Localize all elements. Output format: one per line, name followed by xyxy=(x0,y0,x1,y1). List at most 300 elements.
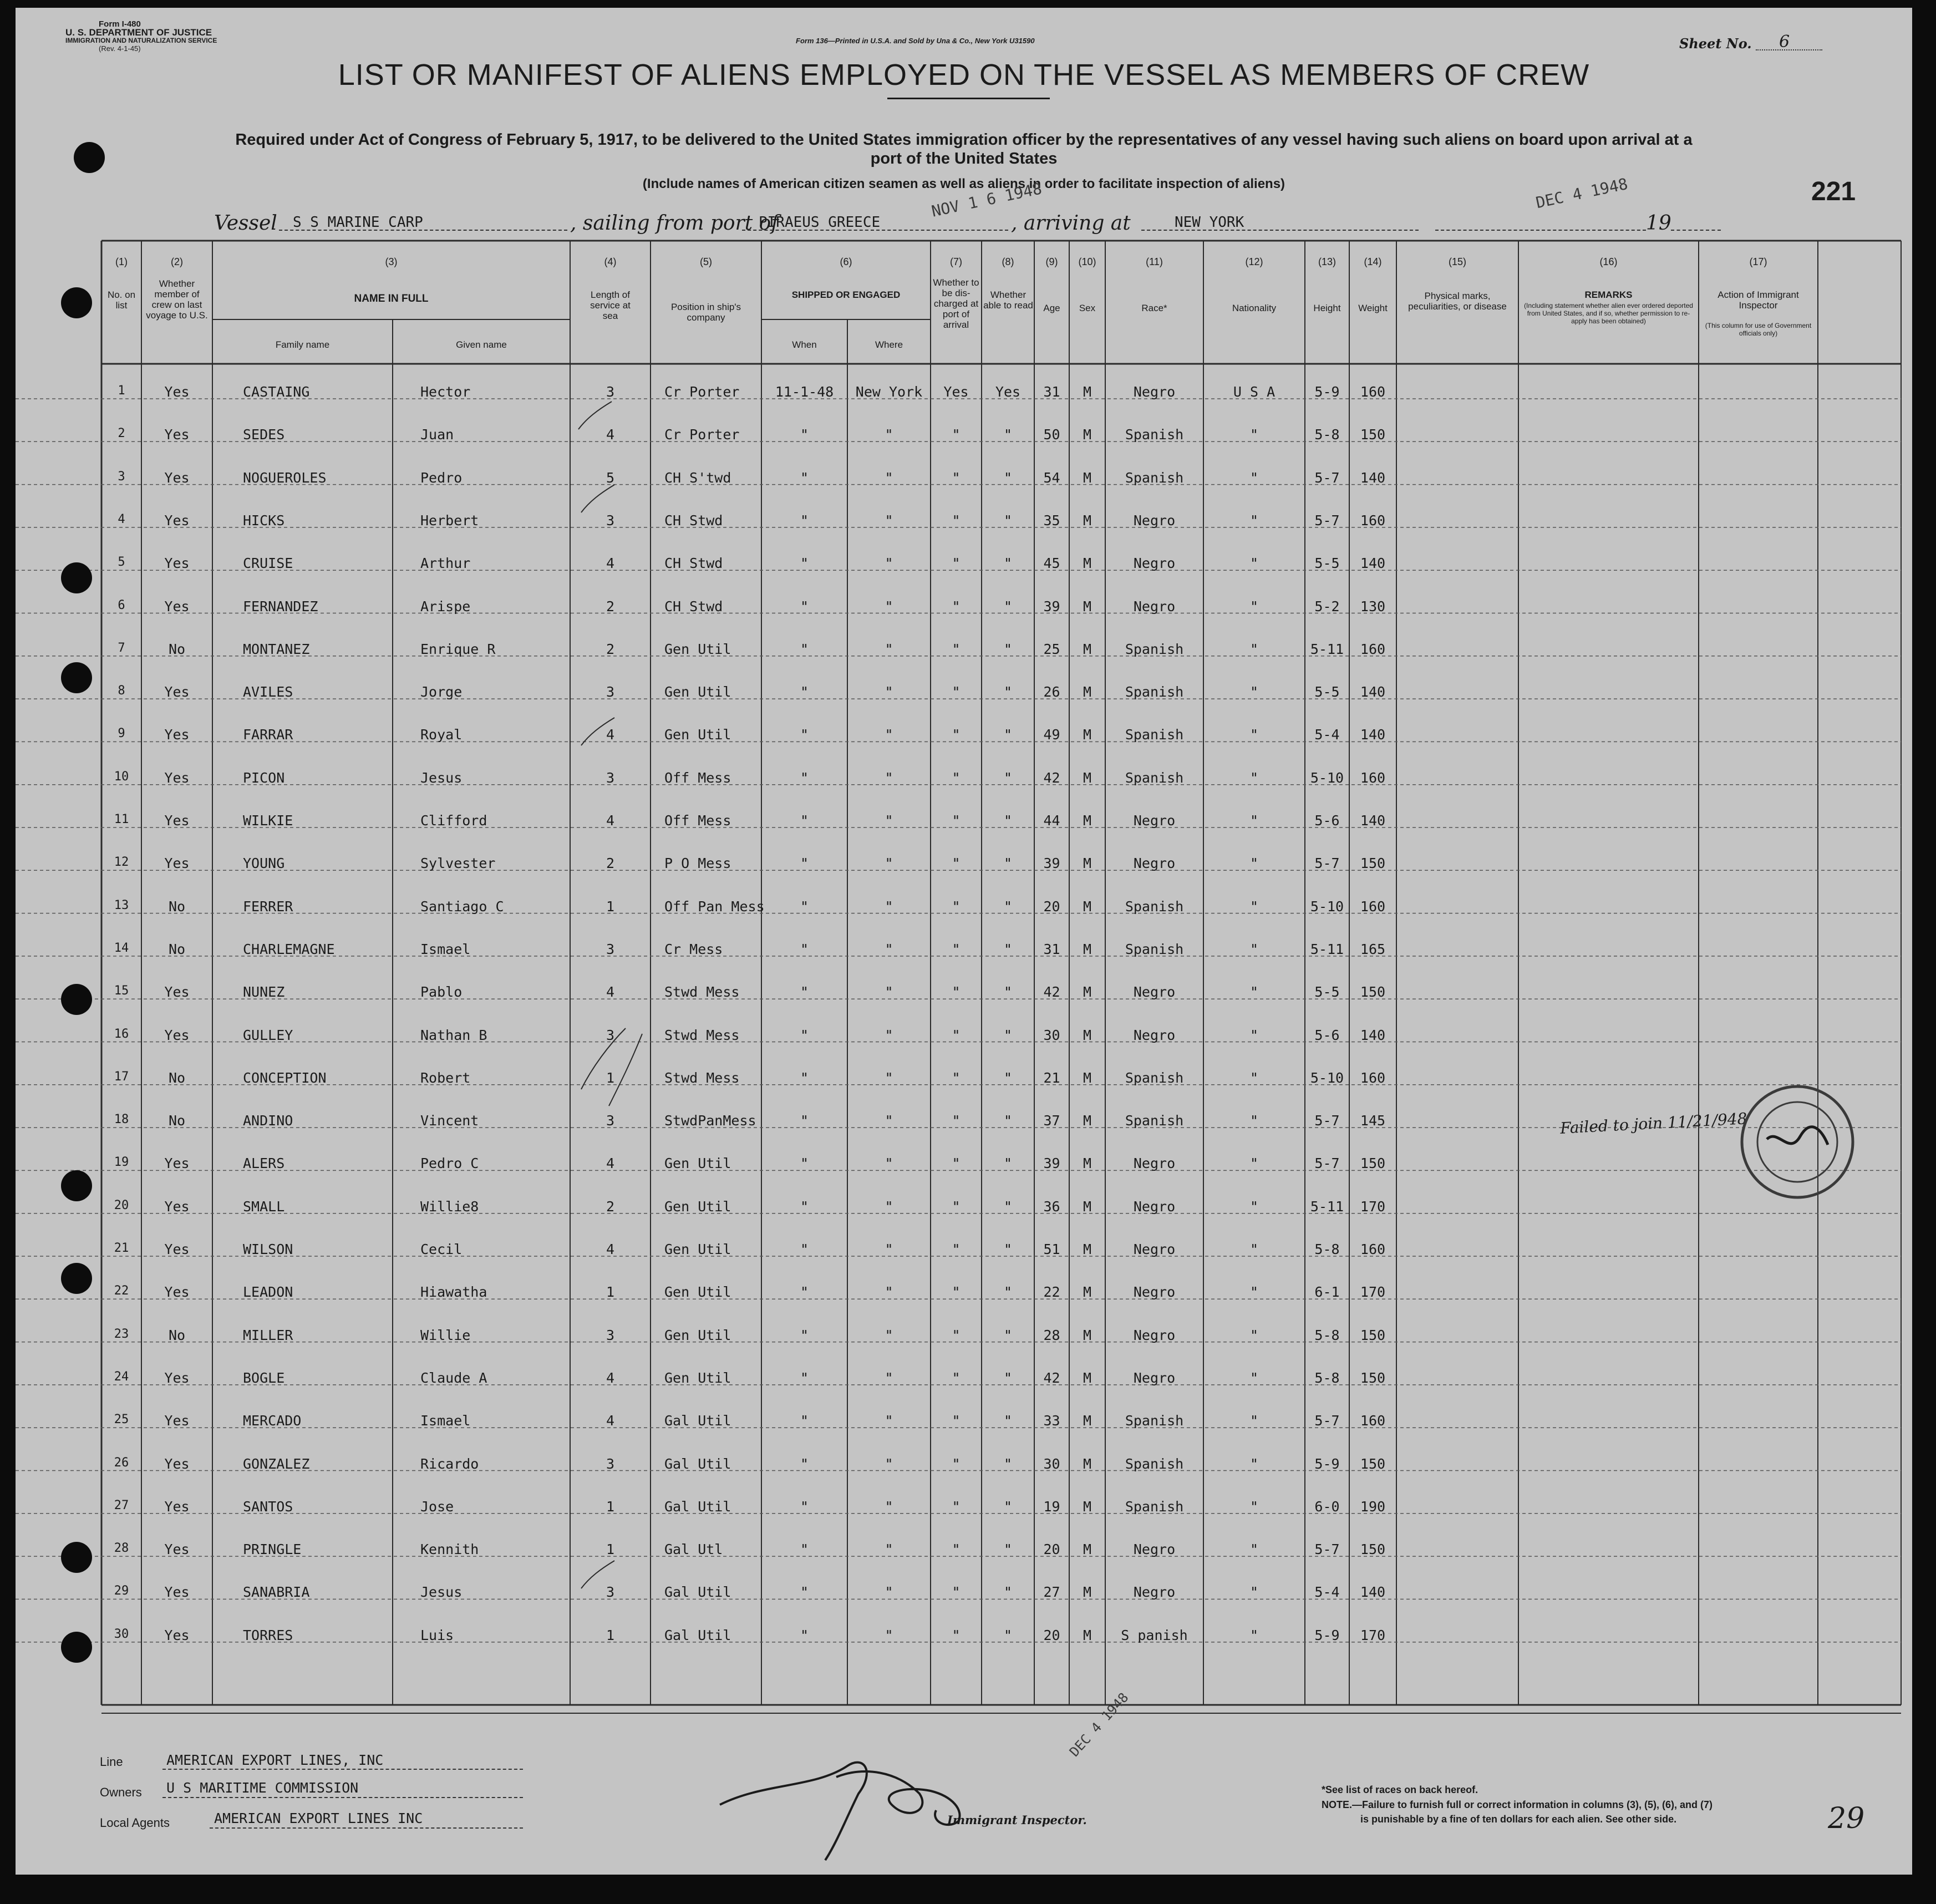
cell-race: Spanish xyxy=(1125,1498,1184,1515)
cell-no: 6 xyxy=(118,598,125,612)
cell-when: " xyxy=(800,641,809,657)
cell-given: Ismael xyxy=(420,941,471,957)
cell-where: " xyxy=(885,1284,893,1301)
cell-sex: M xyxy=(1083,984,1092,1001)
cell-weight: 150 xyxy=(1360,984,1386,1001)
table-row xyxy=(16,1353,1912,1396)
col-13-header: Height xyxy=(1313,303,1341,313)
table-row xyxy=(16,967,1912,1010)
cell-disch: " xyxy=(952,1069,961,1086)
cell-read: " xyxy=(1003,1627,1013,1643)
cell-height: 5-7 xyxy=(1314,1413,1340,1429)
cell-age: 20 xyxy=(1043,1627,1060,1643)
cell-sex: M xyxy=(1083,727,1092,743)
cell-family: YOUNG xyxy=(243,855,285,872)
cell-given: Arthur xyxy=(420,555,471,572)
cell-nationality: " xyxy=(1249,769,1259,786)
cell-family: SANTOS xyxy=(243,1498,293,1515)
cell-service: 3 xyxy=(606,1455,615,1472)
cell-nationality: " xyxy=(1249,855,1259,872)
cell-disch: " xyxy=(952,512,961,529)
cell-read: Yes xyxy=(995,384,1021,400)
cell-nationality: " xyxy=(1249,1584,1259,1601)
cell-height: 5-7 xyxy=(1314,1541,1340,1558)
cell-read: " xyxy=(1003,427,1013,443)
cell-position: CH Stwd xyxy=(664,512,723,529)
agents-label: Local Agents xyxy=(100,1816,170,1830)
cell-sex: M xyxy=(1083,1241,1092,1257)
col-9-num: (9) xyxy=(1045,256,1058,267)
cell-race: Spanish xyxy=(1125,727,1184,743)
cell-disch: " xyxy=(952,1198,961,1215)
cell-no: 5 xyxy=(118,555,125,570)
cell-where: " xyxy=(885,813,893,829)
cell-nationality: " xyxy=(1249,427,1259,443)
cell-weight: 170 xyxy=(1360,1198,1386,1215)
cell-family: MERCADO xyxy=(243,1413,302,1429)
cell-weight: 160 xyxy=(1360,1069,1386,1086)
col-7-num: (7) xyxy=(950,256,962,267)
cell-service: 4 xyxy=(606,1241,615,1257)
vessel-label: Vessel xyxy=(214,212,277,235)
cell-when: " xyxy=(800,1327,809,1343)
cell-read: " xyxy=(1003,1327,1013,1343)
cell-height: 5-7 xyxy=(1314,1155,1340,1172)
cell-where: " xyxy=(885,1627,893,1643)
table-row xyxy=(16,1267,1912,1310)
cell-read: " xyxy=(1003,898,1013,915)
printer-line: Form 136—Printed in U.S.A. and Sold by Una & Co., New York U31590 xyxy=(796,37,1035,45)
cell-race: Spanish xyxy=(1125,941,1184,957)
cell-position: Gal Util xyxy=(664,1498,731,1515)
binder-hole xyxy=(61,287,92,318)
table-row xyxy=(16,1396,1912,1439)
cell-prev: No xyxy=(168,941,186,957)
cell-age: 50 xyxy=(1043,427,1060,443)
table-row xyxy=(16,1482,1912,1525)
cell-no: 8 xyxy=(118,684,125,698)
cell-nationality: " xyxy=(1249,1241,1259,1257)
cell-nationality: " xyxy=(1249,1198,1259,1215)
cell-disch: " xyxy=(952,1413,961,1429)
cell-family: CHARLEMAGNE xyxy=(243,941,335,957)
cell-given: Willie xyxy=(420,1327,471,1343)
cell-race: Spanish xyxy=(1125,641,1184,657)
cell-nationality: " xyxy=(1249,1498,1259,1515)
cell-age: 37 xyxy=(1043,1113,1060,1129)
table-row xyxy=(16,496,1912,539)
cell-height: 5-11 xyxy=(1310,641,1344,657)
cell-age: 19 xyxy=(1043,1498,1060,1515)
cell-where: " xyxy=(885,1069,893,1086)
cell-weight: 160 xyxy=(1360,1241,1386,1257)
cell-service: 4 xyxy=(606,555,615,572)
cell-sex: M xyxy=(1083,769,1092,786)
cell-given: Kennith xyxy=(420,1541,479,1558)
col-4-num: (4) xyxy=(604,256,617,267)
date-line xyxy=(1435,230,1646,231)
cell-weight: 160 xyxy=(1360,769,1386,786)
col-11-header: Race* xyxy=(1141,303,1167,313)
cell-when: " xyxy=(800,1455,809,1472)
service: IMMIGRATION AND NATURALIZATION SERVICE xyxy=(65,37,217,44)
cell-disch: " xyxy=(952,1498,961,1515)
cell-position: Gal Util xyxy=(664,1584,731,1601)
cell-family: MILLER xyxy=(243,1327,293,1343)
cell-height: 5-4 xyxy=(1314,727,1340,743)
cell-when: " xyxy=(800,684,809,700)
cell-position: Cr Mess xyxy=(664,941,723,957)
col-5-num: (5) xyxy=(700,256,712,267)
cell-when: " xyxy=(800,941,809,957)
cell-read: " xyxy=(1003,1241,1013,1257)
cell-read: " xyxy=(1003,598,1013,615)
cell-prev: Yes xyxy=(164,1155,190,1172)
cell-no: 26 xyxy=(114,1455,129,1470)
cell-given: Claude A xyxy=(420,1369,487,1386)
cell-age: 28 xyxy=(1043,1327,1060,1343)
cell-position: Gal Utl xyxy=(664,1541,723,1558)
cell-given: Jesus xyxy=(420,1584,463,1601)
cell-no: 25 xyxy=(114,1413,129,1427)
cell-disch: " xyxy=(952,641,961,657)
cell-disch: " xyxy=(952,727,961,743)
cell-disch: " xyxy=(952,1027,961,1043)
cell-sex: M xyxy=(1083,1413,1092,1429)
cell-nationality: " xyxy=(1249,1327,1259,1343)
cell-where: " xyxy=(885,1541,893,1558)
cell-when: " xyxy=(800,1498,809,1515)
cell-service: 3 xyxy=(606,1327,615,1343)
cell-height: 5-8 xyxy=(1314,1241,1340,1257)
cell-position: Stwd Mess xyxy=(664,1027,740,1043)
cell-read: " xyxy=(1003,555,1013,572)
agents-underline xyxy=(210,1827,523,1829)
cell-where: " xyxy=(885,1584,893,1601)
cell-no: 29 xyxy=(114,1584,129,1598)
cell-position: Gal Util xyxy=(664,1627,731,1643)
cell-read: " xyxy=(1003,984,1013,1001)
cell-where: " xyxy=(885,1198,893,1215)
cell-position: Cr Porter xyxy=(664,427,740,443)
inspector-seal-stamp xyxy=(1734,1078,1861,1206)
binder-hole xyxy=(61,1263,92,1294)
col-12-num: (12) xyxy=(1245,256,1263,267)
table-row xyxy=(16,882,1912,925)
cell-family: TORRES xyxy=(243,1627,293,1643)
cell-nationality: " xyxy=(1249,1069,1259,1086)
cell-family: FERRER xyxy=(243,898,293,915)
cell-age: 27 xyxy=(1043,1584,1060,1601)
cell-age: 20 xyxy=(1043,1541,1060,1558)
cell-race: Negro xyxy=(1133,512,1176,529)
sailing-label: , sailing from port of xyxy=(570,212,779,235)
cell-height: 5-7 xyxy=(1314,469,1340,486)
cell-read: " xyxy=(1003,512,1013,529)
cell-height: 5-10 xyxy=(1310,898,1344,915)
cell-family: BOGLE xyxy=(243,1369,285,1386)
cell-sex: M xyxy=(1083,1069,1092,1086)
cell-no: 15 xyxy=(114,984,129,998)
cell-service: 2 xyxy=(606,1198,615,1215)
cell-race: Spanish xyxy=(1125,769,1184,786)
cell-family: FARRAR xyxy=(243,727,293,743)
cell-sex: M xyxy=(1083,641,1092,657)
cell-read: " xyxy=(1003,684,1013,700)
cell-where: " xyxy=(885,1413,893,1429)
cell-weight: 160 xyxy=(1360,512,1386,529)
cell-service: 3 xyxy=(606,1113,615,1129)
binder-hole xyxy=(61,662,92,693)
cell-where: " xyxy=(885,769,893,786)
cell-prev: Yes xyxy=(164,1584,190,1601)
col-11-num: (11) xyxy=(1146,256,1163,267)
binder-hole xyxy=(61,984,92,1015)
cell-family: FERNANDEZ xyxy=(243,598,318,615)
cell-service: 4 xyxy=(606,1155,615,1172)
cell-height: 5-6 xyxy=(1314,813,1340,829)
cell-position: Gen Util xyxy=(664,1198,731,1215)
cell-disch: " xyxy=(952,1155,961,1172)
cell-given: Clifford xyxy=(420,813,487,829)
cell-age: 36 xyxy=(1043,1198,1060,1215)
cell-prev: Yes xyxy=(164,1455,190,1472)
cell-given: Hiawatha xyxy=(420,1284,487,1301)
cell-weight: 130 xyxy=(1360,598,1386,615)
cell-prev: Yes xyxy=(164,984,190,1001)
cell-weight: 170 xyxy=(1360,1627,1386,1643)
cell-no: 2 xyxy=(118,427,125,441)
cell-disch: " xyxy=(952,1541,961,1558)
cell-where: " xyxy=(885,941,893,957)
cell-sex: M xyxy=(1083,1155,1092,1172)
cell-service: 3 xyxy=(606,684,615,700)
cell-height: 5-11 xyxy=(1310,941,1344,957)
cell-prev: Yes xyxy=(164,1541,190,1558)
cell-weight: 170 xyxy=(1360,1284,1386,1301)
owners-label: Owners xyxy=(100,1785,142,1799)
family-name-header: Family name xyxy=(275,339,330,350)
form-number: Form I-480 xyxy=(99,19,141,29)
cell-no: 30 xyxy=(114,1627,129,1641)
cell-family: ALERS xyxy=(243,1155,285,1172)
binder-hole xyxy=(61,1632,92,1663)
cell-weight: 150 xyxy=(1360,855,1386,872)
penalty-note-2: is punishable by a fine of ten dollars for each alien. See other side. xyxy=(1360,1814,1677,1825)
cell-sex: M xyxy=(1083,1369,1092,1386)
cell-family: NUNEZ xyxy=(243,984,285,1001)
cell-service: 4 xyxy=(606,1369,615,1386)
cell-when: " xyxy=(800,898,809,915)
cell-sex: M xyxy=(1083,684,1092,700)
cell-disch: " xyxy=(952,855,961,872)
cell-family: ANDINO xyxy=(243,1113,293,1129)
cell-age: 26 xyxy=(1043,684,1060,700)
line-value: AMERICAN EXPORT LINES, INC xyxy=(166,1752,384,1768)
page-stamp: 221 xyxy=(1811,177,1856,206)
footer-date-stamp: DEC 4 1948 xyxy=(1066,1689,1132,1760)
cell-race: Spanish xyxy=(1125,1455,1184,1472)
cell-where: " xyxy=(885,984,893,1001)
cell-prev: No xyxy=(168,1069,186,1086)
cell-given: Pedro xyxy=(420,469,463,486)
cell-given: Ricardo xyxy=(420,1455,479,1472)
cell-nationality: " xyxy=(1249,898,1259,915)
cell-weight: 160 xyxy=(1360,641,1386,657)
col-8-header: Whether able to read xyxy=(983,290,1033,311)
penalty-note-1: NOTE.—Failure to furnish full or correct information in columns (3), (5), (6), and (7) xyxy=(1322,1799,1713,1810)
when-header: When xyxy=(792,339,817,350)
dec-date-stamp: DEC 4 1948 xyxy=(1534,174,1630,212)
cell-given: Royal xyxy=(420,727,463,743)
cell-when: " xyxy=(800,512,809,529)
cell-service: 3 xyxy=(606,769,615,786)
col-2-header: Whether member of crew on last voyage to U.S. xyxy=(146,278,208,321)
cell-sex: M xyxy=(1083,941,1092,957)
cell-race: Negro xyxy=(1133,984,1176,1001)
cell-sex: M xyxy=(1083,1284,1092,1301)
cell-family: NOGUEROLES xyxy=(243,469,327,486)
sheet-no: 6 xyxy=(1779,32,1790,52)
table-row xyxy=(16,624,1912,667)
cell-disch: " xyxy=(952,941,961,957)
cell-where: " xyxy=(885,1027,893,1043)
cell-disch: " xyxy=(952,1241,961,1257)
cell-race: Negro xyxy=(1133,1284,1176,1301)
cell-read: " xyxy=(1003,1584,1013,1601)
cell-when: " xyxy=(800,855,809,872)
cell-no: 11 xyxy=(114,813,129,826)
cell-service: 2 xyxy=(606,641,615,657)
page-title: LIST OR MANIFEST OF ALIENS EMPLOYED ON THE VESSEL AS MEMBERS OF CREW xyxy=(338,58,1590,92)
cell-read: " xyxy=(1003,641,1013,657)
cell-no: 1 xyxy=(118,384,125,398)
cell-given: Pedro C xyxy=(420,1155,479,1172)
title-underline xyxy=(887,98,1050,99)
cell-race: Negro xyxy=(1133,598,1176,615)
given-name-header: Given name xyxy=(456,339,507,350)
cell-given: Jesus xyxy=(420,769,463,786)
cell-where: " xyxy=(885,598,893,615)
binder-hole xyxy=(61,562,92,593)
cell-position: CH Stwd xyxy=(664,555,723,572)
cell-height: 5-9 xyxy=(1314,384,1340,400)
cell-race: S panish xyxy=(1121,1627,1188,1643)
cell-prev: Yes xyxy=(164,1498,190,1515)
cell-disch: " xyxy=(952,1369,961,1386)
cell-sex: M xyxy=(1083,1198,1092,1215)
cell-position: Off Mess xyxy=(664,813,731,829)
cell-nationality: " xyxy=(1249,641,1259,657)
table-row xyxy=(16,410,1912,453)
cell-nationality: " xyxy=(1249,684,1259,700)
cell-age: 31 xyxy=(1043,384,1060,400)
cell-sex: M xyxy=(1083,384,1092,400)
cell-race: Negro xyxy=(1133,1027,1176,1043)
cell-read: " xyxy=(1003,1541,1013,1558)
cell-height: 5-6 xyxy=(1314,1027,1340,1043)
cell-sex: M xyxy=(1083,898,1092,915)
cell-age: 54 xyxy=(1043,469,1060,486)
cell-service: 3 xyxy=(606,512,615,529)
cell-where: " xyxy=(885,898,893,915)
col-14-num: (14) xyxy=(1364,256,1382,267)
sheet-label: Sheet No. xyxy=(1679,35,1752,52)
arriving-port: NEW YORK xyxy=(1175,214,1244,231)
col-16-note: (Including statement whether alien ever ordered deported from United States, and if so, whether permission to re-apply has been obtained) xyxy=(1524,302,1693,325)
cell-read: " xyxy=(1003,1198,1013,1215)
cell-nationality: " xyxy=(1249,1027,1259,1043)
table-row xyxy=(16,1139,1912,1181)
cell-race: Negro xyxy=(1133,813,1176,829)
cell-no: 27 xyxy=(114,1498,129,1512)
cell-age: 45 xyxy=(1043,555,1060,572)
cell-weight: 150 xyxy=(1360,1369,1386,1386)
sailing-port: PIRAEUS GREECE xyxy=(759,214,881,231)
cell-when: " xyxy=(800,727,809,743)
cell-nationality: " xyxy=(1249,512,1259,529)
cell-where: " xyxy=(885,1455,893,1472)
cell-age: 35 xyxy=(1043,512,1060,529)
cell-height: 5-11 xyxy=(1310,1198,1344,1215)
cell-weight: 150 xyxy=(1360,1455,1386,1472)
cell-read: " xyxy=(1003,727,1013,743)
year-prefix: 19 xyxy=(1646,212,1671,235)
cell-no: 22 xyxy=(114,1284,129,1298)
cell-read: " xyxy=(1003,1069,1013,1086)
cell-given: Sylvester xyxy=(420,855,496,872)
table-row xyxy=(16,796,1912,839)
cell-service: 1 xyxy=(606,1069,615,1086)
cell-position: Gal Util xyxy=(664,1413,731,1429)
cell-height: 5-5 xyxy=(1314,984,1340,1001)
cell-family: PICON xyxy=(243,769,285,786)
cell-race: Spanish xyxy=(1125,1069,1184,1086)
cell-weight: 140 xyxy=(1360,727,1386,743)
cell-age: 21 xyxy=(1043,1069,1060,1086)
col-6-header: SHIPPED OR ENGAGED xyxy=(791,290,901,300)
vessel-name: S S MARINE CARP xyxy=(293,214,423,231)
cell-race: Spanish xyxy=(1125,684,1184,700)
cell-given: Juan xyxy=(420,427,454,443)
col-10-num: (10) xyxy=(1078,256,1096,267)
cell-position: CH Stwd xyxy=(664,598,723,615)
cell-when: 11-1-48 xyxy=(775,384,834,400)
cell-given: Jorge xyxy=(420,684,463,700)
cell-no: 20 xyxy=(114,1198,129,1212)
binder-hole xyxy=(61,1170,92,1201)
cell-read: " xyxy=(1003,813,1013,829)
cell-disch: " xyxy=(952,984,961,1001)
cell-when: " xyxy=(800,1413,809,1429)
cell-height: 5-10 xyxy=(1310,769,1344,786)
cell-where: " xyxy=(885,1498,893,1515)
cell-when: " xyxy=(800,1627,809,1643)
cell-age: 51 xyxy=(1043,1241,1060,1257)
subtitle-1: Required under Act of Congress of February 5, 1917, to be delivered to the United States immigration officer by the representatives of any vessel having such aliens on board upon arrival at a xyxy=(235,131,1693,149)
cell-height: 5-2 xyxy=(1314,598,1340,615)
cell-weight: 140 xyxy=(1360,684,1386,700)
cell-no: 3 xyxy=(118,469,125,484)
cell-prev: No xyxy=(168,641,186,657)
cell-when: " xyxy=(800,1369,809,1386)
cell-service: 3 xyxy=(606,384,615,400)
table-row xyxy=(16,539,1912,581)
cell-no: 23 xyxy=(114,1327,129,1341)
cell-service: 3 xyxy=(606,941,615,957)
col-1-num: (1) xyxy=(115,256,128,267)
cell-when: " xyxy=(800,769,809,786)
